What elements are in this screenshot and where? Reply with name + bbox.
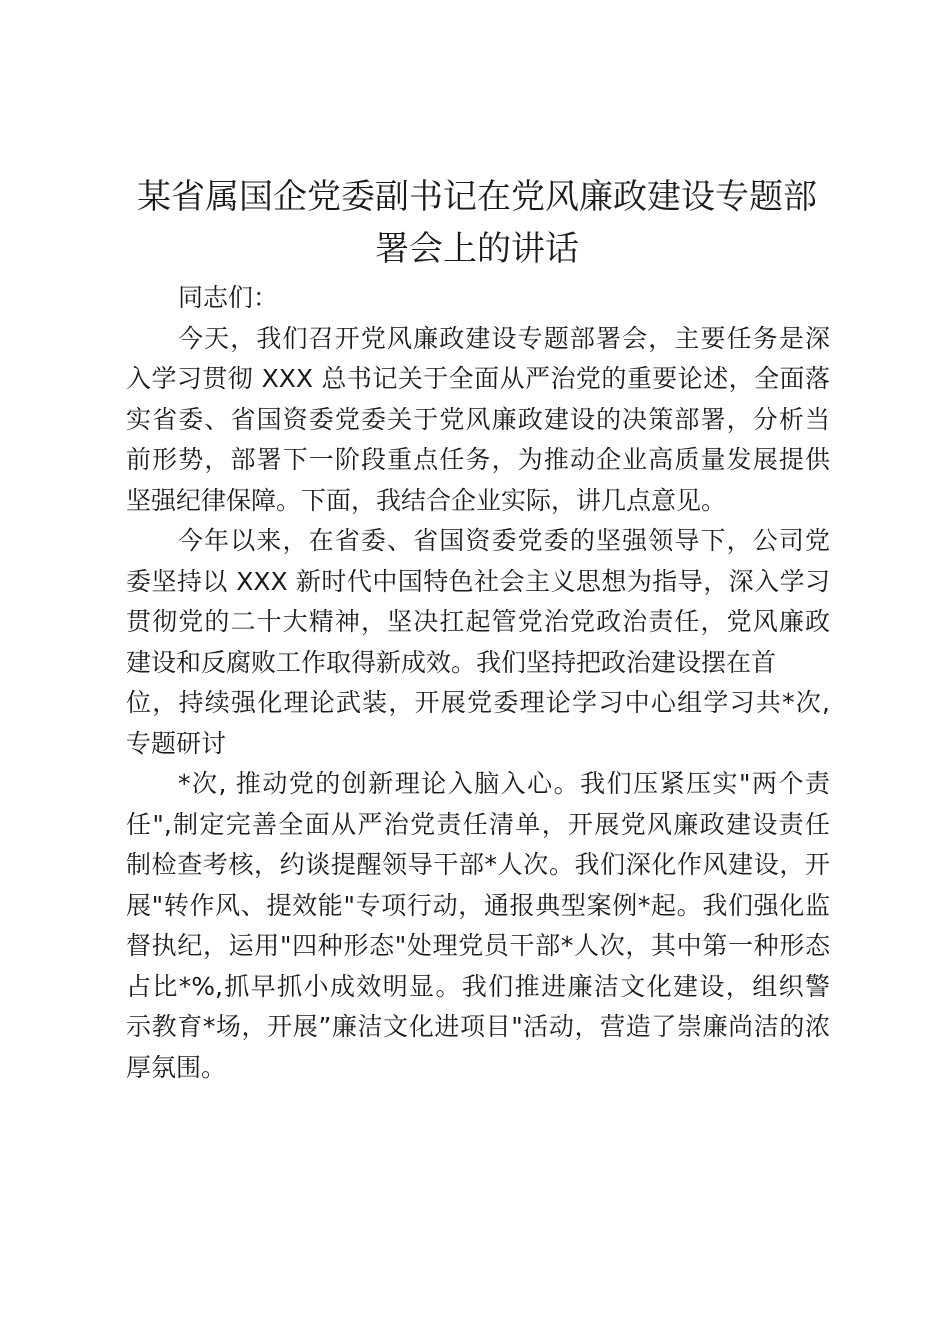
body-text-line: 同志们： [178,283,279,312]
body-text-line: 坚强纪律保障。下面，我结合企业实际，讲几点意见。 [126,485,727,515]
title-line: 某省属国企党委副书记在党风廉政建设专题部 [137,177,817,217]
body-text-line: 展"转作风、提效能"专项行动，通报典型案例*起。我们强化监 [126,890,830,920]
body-text-line: 建设和反腐败工作取得新成效。我们坚持把政治建设摆在首 [126,647,777,677]
body-text-line: 今年以来，在省委、省国资委党委的坚强领导下，公司党 [178,526,830,555]
body-text-line: 委坚持以 XXX 新时代中国特色社会主义思想为指导，深入学习 [126,566,830,596]
body-text-line: *次, 推动党的创新理论入脑入心。我们压紧压实"两个责 [178,769,830,798]
document-title [118,171,836,275]
body-text-line: 制检查考核，约谈提醒领导干部*人次。我们深化作风建设，开 [126,850,830,879]
body-text-line: 占比*%,抓早抓小成效明显。我们推进廉洁文化建设，组织警 [126,971,830,1001]
body-text-line: 今天，我们召开党风廉政建设专题部署会，主要任务是深 [178,323,830,353]
body-text-line: 入学习贯彻 XXX 总书记关于全面从严治党的重要论述，全面落 [126,364,830,393]
body-text-line: 督执纪，运用"四种形态"处理党员干部*人次，其中第一种形态 [126,931,830,960]
body-text-line: 厚氛围。 [126,1052,227,1082]
document-body [126,278,830,1088]
body-text-line: 专题研讨 [126,728,227,758]
body-text-line: 位，持续强化理论武装，开展党委理论学习中心组学习共*次, [126,688,830,717]
body-text-line: 任",制定完善全面从严治党责任清单，开展党风廉政建设责任 [126,809,830,839]
body-text-line: 前形势，部署下一阶段重点任务，为推动企业高质量发展提供 [126,445,830,474]
body-text-line: 贯彻党的二十大精神，坚决扛起管党治党政治责任，党风廉政 [126,607,830,636]
body-text-line: 示教育*场，开展”廉洁文化进项目"活动，营造了崇廉尚洁的浓 [126,1012,830,1041]
body-text-line: 实省委、省国资委党委关于党风廉政建设的决策部署，分析当 [126,404,830,434]
title-line: 署会上的讲话 [375,229,579,269]
